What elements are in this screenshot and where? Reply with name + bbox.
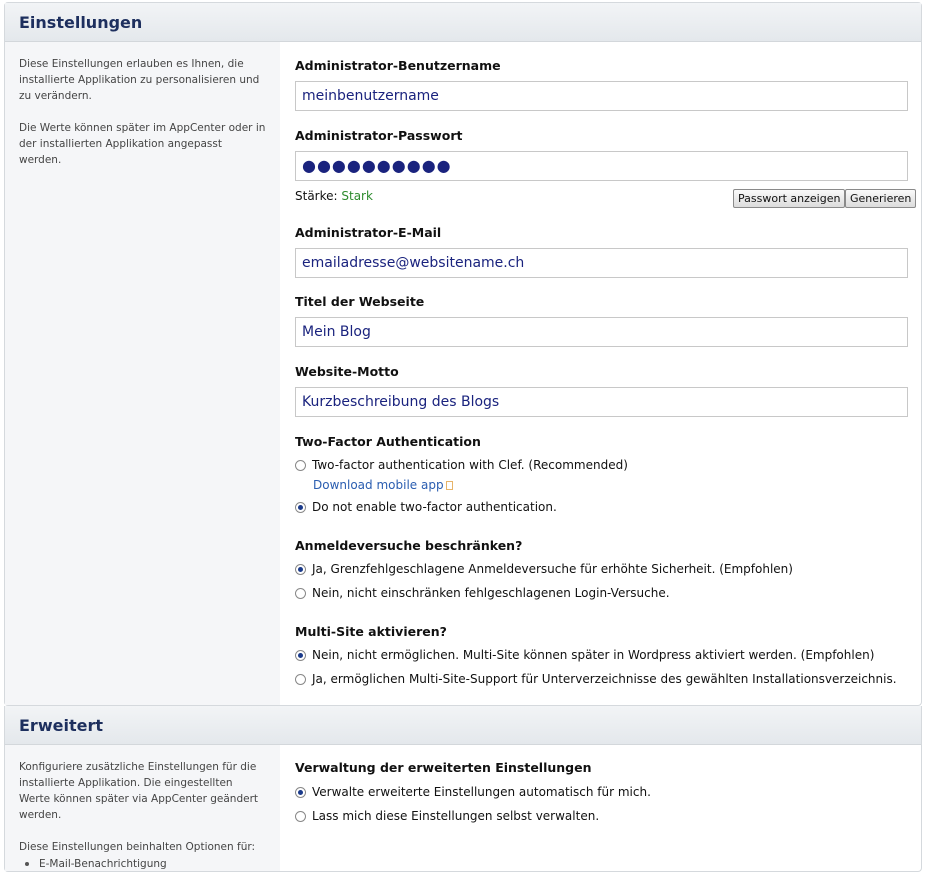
multisite-no-option[interactable] <box>295 648 874 662</box>
advanced-desc-2: Diese Einstellungen beinhalten Optionen für: <box>19 841 256 853</box>
password-strength <box>295 189 373 203</box>
login-limit-yes-option[interactable] <box>295 562 793 576</box>
management-manual-text: Lass mich diese Einstellungen selbst verwalten. <box>312 809 600 823</box>
download-app-link[interactable] <box>313 478 453 492</box>
admin-password-label: Administrator-Passwort <box>295 128 463 143</box>
advanced-desc-1: Konfiguriere zusätzliche Einstellungen für die installierte Applikation. Die eingestellten Werte können später via AppCenter geändert werden. <box>19 761 259 821</box>
advanced-options-list <box>19 856 266 872</box>
settings-header <box>5 3 921 42</box>
two-factor-disable-text: Do not enable two-factor authentication. <box>312 500 557 514</box>
settings-desc-2: Die Werte können später im AppCenter oder in der installierten Applikation angepasst werden. <box>19 122 266 166</box>
advanced-header <box>5 706 921 745</box>
admin-email-input[interactable]: emailadresse@websitename.ch <box>295 248 908 278</box>
admin-username-input[interactable]: meinbenutzername <box>295 81 908 111</box>
advanced-sidebar <box>5 745 280 871</box>
login-limit-no-option[interactable] <box>295 586 670 600</box>
generate-password-button[interactable]: Generieren <box>845 189 916 208</box>
login-limit-label: Anmeldeversuche beschränken? <box>295 538 523 553</box>
strength-value: Stark <box>341 189 373 203</box>
multisite-label: Multi-Site aktivieren? <box>295 624 447 639</box>
two-factor-disable-option[interactable] <box>295 500 557 514</box>
management-manual-option[interactable] <box>295 809 599 823</box>
strength-label: Stärke: <box>295 189 342 203</box>
radio-management-manual[interactable] <box>295 811 306 822</box>
settings-desc-1: Diese Einstellungen erlauben es Ihnen, die installierte Applikation zu personalisieren und zu verändern. <box>19 58 260 102</box>
admin-username-label: Administrator-Benutzername <box>295 58 501 73</box>
site-motto-input[interactable]: Kurzbeschreibung des Blogs <box>295 387 908 417</box>
radio-management-auto[interactable] <box>295 787 306 798</box>
management-auto-text: Verwalte erweiterte Einstellungen automatisch für mich. <box>312 785 651 799</box>
radio-multisite-yes[interactable] <box>295 674 306 685</box>
two-factor-clef-option[interactable] <box>295 458 628 472</box>
two-factor-clef-text: Two-factor authentication with Clef. (Recommended) <box>312 458 628 472</box>
multisite-yes-text: Ja, ermöglichen Multi-Site-Support für Unterverzeichnisse des gewählten Installationsverzeichnis. <box>312 672 897 686</box>
advanced-option-item: E-Mail-Benachrichtigung <box>25 856 266 872</box>
site-title-label: Titel der Webseite <box>295 294 425 309</box>
site-motto-label: Website-Motto <box>295 364 399 379</box>
management-label: Verwaltung der erweiterten Einstellungen <box>295 760 592 775</box>
advanced-panel <box>4 706 922 872</box>
advanced-title: Erweitert <box>19 716 103 735</box>
download-app-text[interactable]: Download mobile app <box>313 478 444 492</box>
multisite-yes-option[interactable] <box>295 672 897 686</box>
settings-panel <box>4 2 922 706</box>
external-link-icon <box>446 481 453 490</box>
radio-login-limit-yes[interactable] <box>295 564 306 575</box>
login-limit-no-text: Nein, nicht einschränken fehlgeschlagenen Login-Versuche. <box>312 586 670 600</box>
multisite-no-text: Nein, nicht ermöglichen. Multi-Site können später in Wordpress aktiviert werden. (Empfohlen) <box>312 648 875 662</box>
management-auto-option[interactable] <box>295 785 651 799</box>
two-factor-label: Two-Factor Authentication <box>295 434 481 449</box>
radio-two-factor-disable[interactable] <box>295 502 306 513</box>
radio-login-limit-no[interactable] <box>295 588 306 599</box>
settings-sidebar <box>5 42 280 705</box>
admin-email-label: Administrator-E-Mail <box>295 225 442 240</box>
radio-multisite-no[interactable] <box>295 650 306 661</box>
settings-title: Einstellungen <box>19 13 143 32</box>
admin-password-input[interactable]: ●●●●●●●●●● <box>295 151 908 181</box>
show-password-button[interactable]: Passwort anzeigen <box>733 189 845 208</box>
site-title-input[interactable]: Mein Blog <box>295 317 908 347</box>
radio-two-factor-clef[interactable] <box>295 460 306 471</box>
login-limit-yes-text: Ja, Grenzfehlgeschlagene Anmeldeversuche für erhöhte Sicherheit. (Empfohlen) <box>312 562 793 576</box>
